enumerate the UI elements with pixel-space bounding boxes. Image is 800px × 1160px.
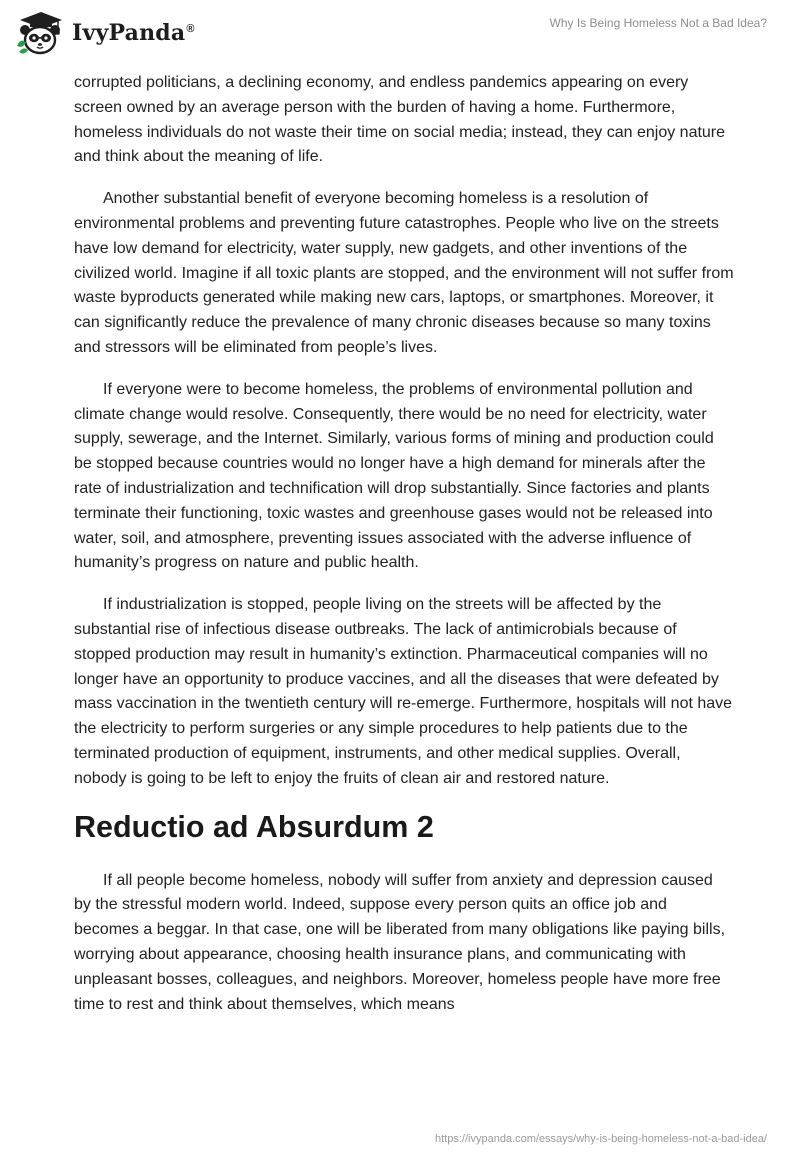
panda-logo-icon <box>14 8 66 58</box>
paragraph: Another substantial benefit of everyone becoming homeless is a resolution of environmental problems and preventing future catastrophes. People who live on the streets have low demand for electricity, water supply, new gadgets, and other inventions of the civilized world. Imagine if all toxic plants are stopped, and the environment will not suffer from waste byproducts generated while making new cars, laptops, or smartphones. Moreover, it can significantly reduce the prevalence of many chronic diseases because so many toxins and stressors will be eliminated from people’s lives. <box>74 190 734 356</box>
registered-mark: ® <box>186 22 195 35</box>
brand-logo[interactable] <box>14 8 195 58</box>
paragraph: If all people become homeless, nobody will suffer from anxiety and depression caused by the stressful modern world. Indeed, suppose every person quits an office job and becomes a beggar. In that case, one will be liberated from many obligations like paying bills, worrying about appearance, choosing health insurance plans, and communicating with unpleasant bosses, colleagues, and neighbors. Moreover, homeless people have more free time to rest and think about themselves, which means <box>74 871 726 1013</box>
section-heading: Reductio ad Absurdum 2 <box>74 809 434 844</box>
brand-name <box>72 20 195 46</box>
paragraph: If industrialization is stopped, people living on the streets will be affected by the substantial rise of infectious disease outbreaks. The lack of antimicrobials because of stopped production may result in humanity’s extinction. Pharmaceutical companies will no longer have an opportunity to produce vaccines, and all the diseases that were defeated by mass vaccination in the twentieth century will re-emerge. Furthermore, hospitals will not have the electricity to perform surgeries or any simple procedures to help patients due to the terminated production of equipment, instruments, and other medical supplies. Overall, nobody is going to be left to enjoy the fruits of clean air and restored nature. <box>74 596 733 787</box>
paragraph: corrupted politicians, a declining economy, and endless pandemics appearing on every screen owned by an average person with the burden of having a home. Furthermore, homeless individuals do not waste their time on social media; instead, they can enjoy nature and think about the meaning of life. <box>74 74 726 166</box>
document-title: Why Is Being Homeless Not a Bad Idea? <box>549 16 767 30</box>
brand-name-text: IvyPanda <box>72 20 186 46</box>
source-url[interactable]: https://ivypanda.com/essays/why-is-being-homeless-not-a-bad-idea/ <box>435 1133 767 1145</box>
page-header <box>0 0 800 68</box>
essay-content <box>74 71 734 1034</box>
paragraph: If everyone were to become homeless, the problems of environmental pollution and climate change would resolve. Consequently, there would be no need for electricity, water supply, sewerage, and the Internet. Similarly, various forms of mining and production could be stopped because countries would no longer have a high demand for minerals after the rate of industrialization and technification will drop substantially. Since factories and plants terminate their functioning, toxic wastes and greenhouse gases would not be released into water, soil, and atmosphere, preventing issues associated with the adverse influence of humanity’s progress on nature and public health. <box>74 380 714 572</box>
